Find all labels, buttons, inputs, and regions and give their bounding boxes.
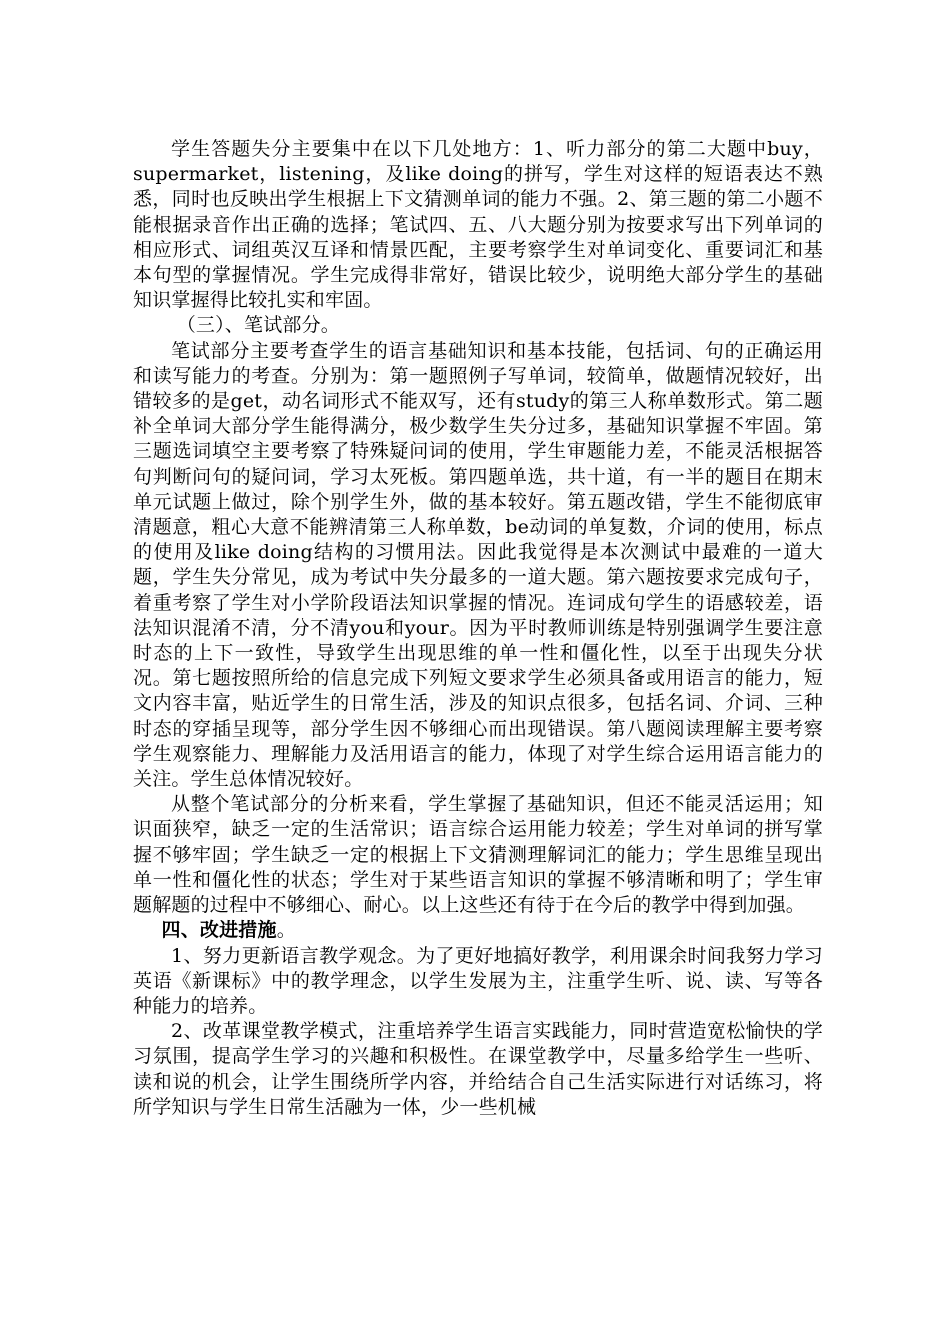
document-body [133, 137, 823, 1120]
paragraph-improvement-2: 2、改革课堂教学模式，注重培养学生语言实践能力，同时营造宽松愉快的学习氛围，提高学生学习的兴趣和积极性。在课堂教学中，尽量多给学生一些听、读和说的机会，让学生围绕所学内容，并给结合自己生活实际进行对话练习，将所学知识与学生日常生活融为一体，少一些机械 [133, 1020, 823, 1118]
paragraph-written-analysis: 笔试部分主要考查学生的语言基础知识和基本技能，包括词、句的正确运用和读写能力的考查。分别为：第一题照例子写单词，较简单，做题情况较好，出错较多的是get，动名词形式不能双写，还有study的第三人称单数形式。第二题补全单词大部分学生能得满分，极少数学生失分过多，基础知识掌握不牢固。第三题选词填空主要考察了特殊疑问词的使用，学生审题能力差，不能灵活根据答句判断问句的疑问词，学习太死板。第四题单选，共十道，有一半的题目在期末单元试题上做过，除个别学生外，做的基本较好。第五题改错，学生不能彻底审清题意，粗心大意不能辨清第三人称单数，be动词的单复数，介词的使用，标点的使用及like doing结构的习惯用法。因此我觉得是本次测试中最难的一道大题，学生失分常见，成为考试中失分最多的一道大题。第六题按要求完成句子，着重考察了学生对小学阶段语法知识掌握的情况。连词成句学生的语感较差，语法知识混淆不清，分不清you和your。因为平时教师训练是特别强调学生要注意时态的上下一致性，导致学生出现思维的单一性和僵化性，以至于出现失分状况。第七题按照所给的信息完成下列短文要求学生必须具备或用语言的能力，短文内容丰富，贴近学生的日常生活，涉及的知识点很多，包括名词、介词、三种时态的穿插呈现等，部分学生因不够细心而出现错误。第八题阅读理解主要考察学生观察能力、理解能力及活用语言的能力，体现了对学生综合运用语言能力的关注。学生总体情况较好。 [133, 339, 823, 791]
heading-suffix: 。 [276, 919, 296, 942]
section-heading-improvement [133, 918, 823, 943]
section-heading-written-part: （三）、笔试部分。 [176, 314, 340, 337]
paragraph-improvement-1: 1、努力更新语言教学观念。为了更好地搞好教学，利用课余时间我努力学习英语《新课标》中的教学理念，以学生发展为主，注重学生听、说、读、写等各种能力的培养。 [133, 944, 823, 1017]
paragraph-listening-analysis: 学生答题失分主要集中在以下几处地方：1、听力部分的第二大题中buy，supermarket，listening，及like doing的拼写，学生对这样的短语表达不熟悉，同时也反映出学生根据上下文猜测单词的能力不强。2、第三题的第二小题不能根据录音作出正确的选择；笔试四、五、八大题分别为按要求写出下列单词的相应形式、词组英汉互译和情景匹配，主要考察学生对单词变化、重要词汇和基本句型的掌握情况。学生完成得非常好，错误比较少，说明绝大部分学生的基础知识掌握得比较扎实和牢固。 [133, 138, 823, 312]
paragraph-written-summary: 从整个笔试部分的分析来看，学生掌握了基础知识，但还不能灵活运用；知识面狭窄，缺乏一定的生活常识；语言综合运用能力较差；学生对单词的拼写掌握不够牢固；学生缺乏一定的根据上下文猜测理解词汇的能力；学生思维呈现出单一性和僵化性的状态；学生对于某些语言知识的掌握不够清晰和明了；学生审题解题的过程中不够细心、耐心。以上这些还有待于在今后的教学中得到加强。 [133, 793, 823, 917]
heading-text: 四、改进措施 [161, 919, 277, 942]
